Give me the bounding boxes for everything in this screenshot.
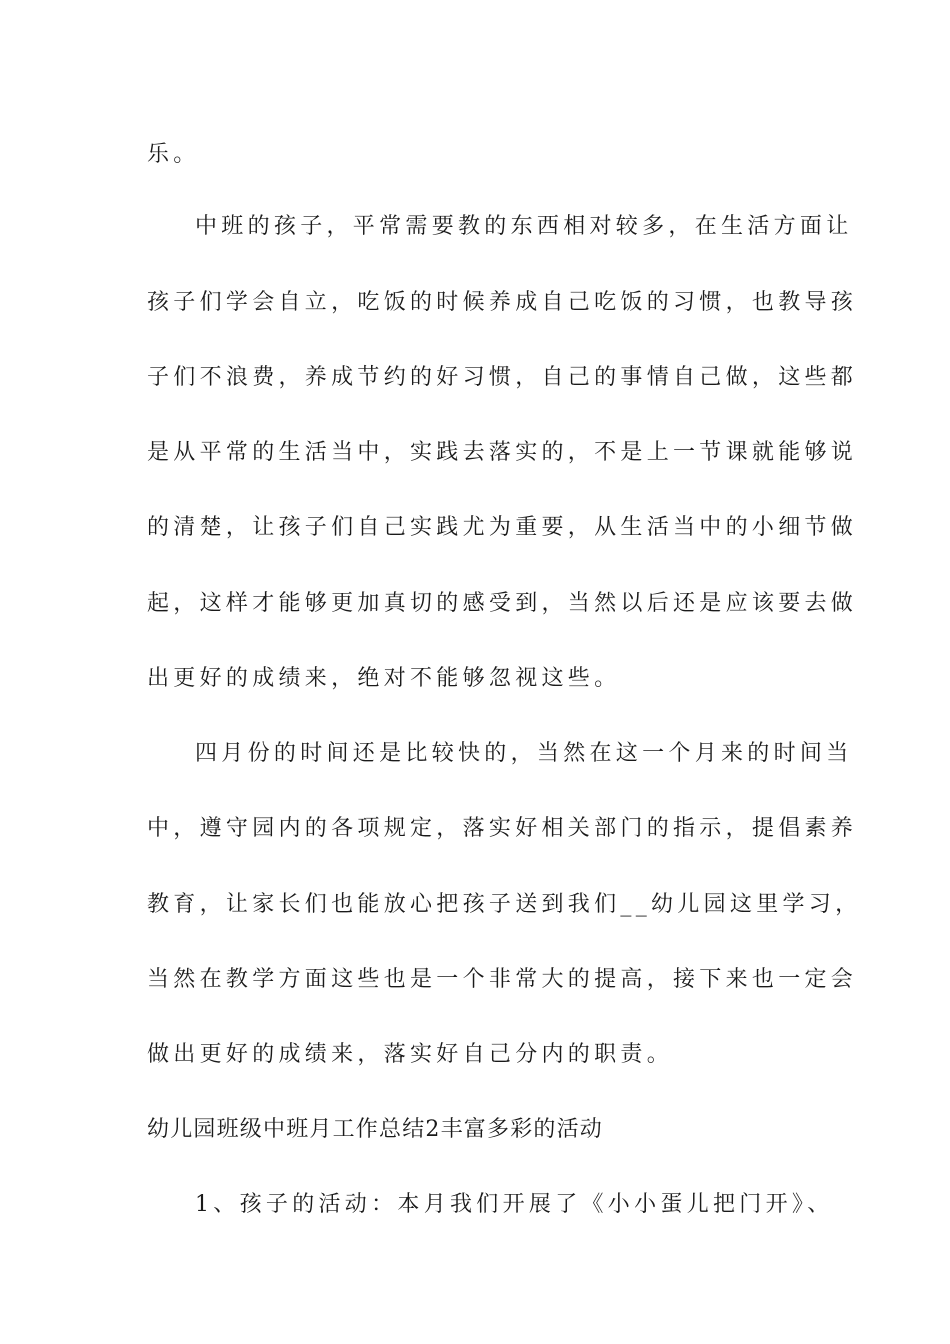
paragraph-line: 当然在教学方面这些也是一个非常大的提高，接下来也一定会: [147, 967, 858, 992]
paragraph-line: 中，遵守园内的各项规定，落实好相关部门的指示，提倡素养: [147, 816, 858, 841]
paragraph-line: 乐。: [147, 142, 200, 167]
paragraph-line: 教育，让家长们也能放心把孩子送到我们__幼儿园这里学习，: [147, 892, 862, 917]
section-heading: 幼儿园班级中班月工作总结2丰富多彩的活动: [147, 1117, 603, 1142]
paragraph-line: 出更好的成绩来，绝对不能够忽视这些。: [147, 666, 621, 691]
paragraph-line: 子们不浪费，养成节约的好习惯，自己的事情自己做，这些都: [147, 365, 858, 390]
paragraph-line: 孩子们学会自立，吃饭的时候养成自己吃饭的习惯，也教导孩: [147, 290, 858, 315]
paragraph-line: 的清楚，让孩子们自己实践尤为重要，从生活当中的小细节做: [147, 515, 858, 540]
paragraph-line: 1、孩子的活动：本月我们开展了《小小蛋儿把门开》、: [195, 1192, 834, 1217]
paragraph-line: 是从平常的生活当中，实践去落实的，不是上一节课就能够说: [147, 440, 858, 465]
paragraph-line: 中班的孩子，平常需要教的东西相对较多，在生活方面让: [195, 214, 853, 239]
paragraph-line: 起，这样才能够更加真切的感受到，当然以后还是应该要去做: [147, 591, 858, 616]
paragraph-line: 做出更好的成绩来，落实好自己分内的职责。: [147, 1042, 674, 1067]
paragraph-line: 四月份的时间还是比较快的，当然在这一个月来的时间当: [195, 741, 853, 766]
